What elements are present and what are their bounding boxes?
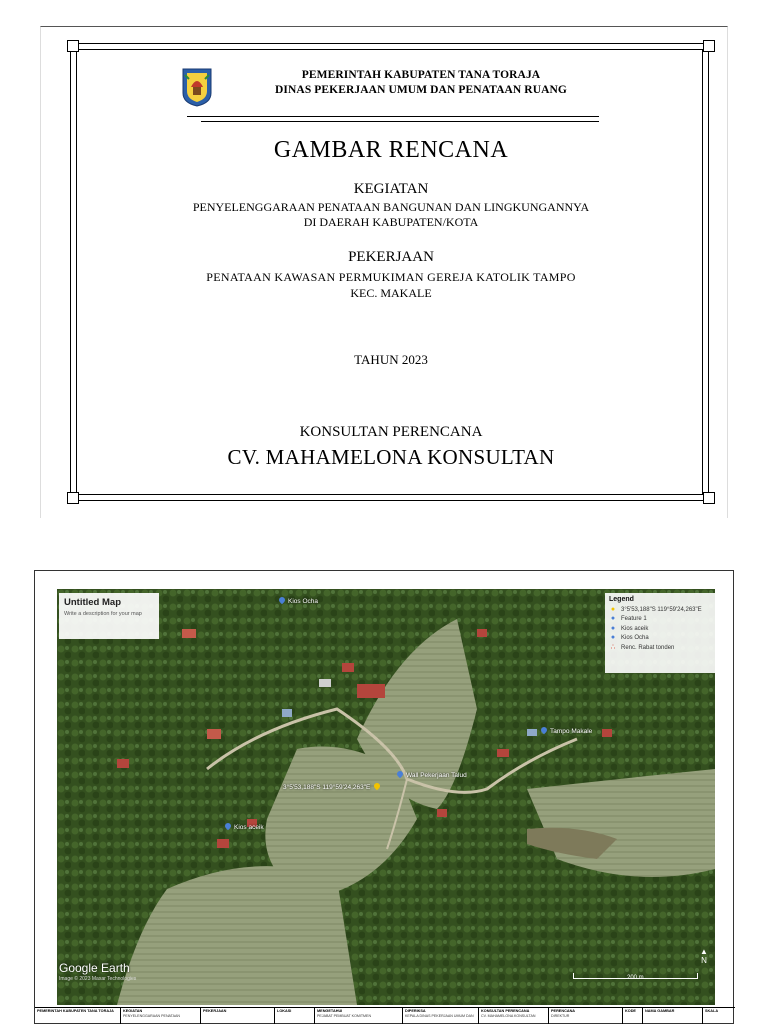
- title-block-cell: PERENCANA DIREKTUR: [549, 1008, 623, 1024]
- frame-corner: [703, 492, 715, 504]
- red-dots-icon: ∴: [610, 643, 616, 651]
- legend-item[interactable]: [609, 643, 715, 653]
- place-marker-tampo-makale[interactable]: Tampo Makale: [541, 727, 592, 735]
- kegiatan-line-2: DI DAERAH KABUPATEN/KOTA: [303, 215, 479, 229]
- gov-line-2: DINAS PEKERJAAN UMUM DAN PENATAAN RUANG: [275, 84, 567, 96]
- title-block-cell: LOKASI: [275, 1008, 315, 1024]
- title-block-cell: PEMERINTAH KABUPATEN TANA TORAJA: [35, 1008, 121, 1024]
- blue-pin-icon: ●: [610, 615, 616, 623]
- blue-pin-icon: [540, 726, 548, 734]
- document-title: GAMBAR RENCANA: [273, 137, 509, 163]
- title-block-cell: DIPERIKSA KEPALA DINAS PEKERJAAN UMUM DAN: [403, 1008, 479, 1024]
- legend-item-label: Feature 1: [621, 616, 647, 623]
- place-marker-coordinate[interactable]: 3°5'53,188"S 119°59'24,263"E: [283, 783, 383, 791]
- blue-pin-icon: [396, 770, 404, 778]
- frame-corner: [703, 40, 715, 52]
- imagery-credit: Image © 2023 Maxar Technologies: [59, 976, 137, 982]
- title-block-cell: SKALA: [705, 1009, 719, 1013]
- pekerjaan-label: PEKERJAAN: [348, 249, 434, 265]
- google-earth-logo: Google Earth: [59, 961, 130, 975]
- legend-title: Legend: [609, 596, 634, 603]
- pekerjaan-line-1: PENATAAN KAWASAN PERMUKIMAN GEREJA KATOLIK TAMPO: [206, 270, 576, 284]
- title-block-cell: KODE: [623, 1008, 643, 1024]
- header-divider: [187, 116, 599, 117]
- legend-item[interactable]: [609, 615, 715, 625]
- title-block-cell: PEKERJAAN: [201, 1008, 275, 1024]
- north-arrow-icon: ▲ N: [700, 947, 708, 965]
- regency-emblem-icon: [181, 67, 213, 107]
- map-info-card[interactable]: [59, 593, 159, 639]
- place-marker-kios-aceik[interactable]: Kios aceik: [225, 823, 264, 831]
- blue-pin-icon: ●: [610, 624, 616, 632]
- header-divider: [201, 121, 599, 122]
- place-marker-wall-pekerjaan[interactable]: Wall Pekerjaan Talud: [397, 771, 467, 779]
- scale-label: 200 m: [627, 975, 644, 981]
- title-block-cell: MENGETAHUI PEJABAT PEMBUAT KOMITMEN: [315, 1008, 403, 1024]
- map-title: Untitled Map: [64, 597, 121, 608]
- kegiatan-line-1: PENYELENGGARAAN PENATAAN BANGUNAN DAN LINGKUNGANNYA: [192, 200, 590, 214]
- legend-item[interactable]: [609, 624, 715, 634]
- yellow-pin-icon: [373, 782, 381, 790]
- legend-item-label: Kios aceik: [621, 625, 649, 632]
- legend-item[interactable]: [609, 605, 715, 615]
- blue-pin-icon: [224, 822, 232, 830]
- title-block: [35, 1007, 735, 1024]
- blue-pin-icon: ●: [610, 634, 616, 642]
- legend-item-label: 3°5'53,188"S 119°59'24,263"E: [621, 606, 702, 613]
- satellite-map[interactable]: [57, 589, 715, 1005]
- title-block-cell: KONSULTAN PERENCANA CV. MAHAMELONA KONSULTAN: [479, 1008, 549, 1024]
- pekerjaan-line-2: KEC. MAKALE: [350, 286, 432, 300]
- title-block-cell: KEGIATAN PENYELENGGARAAN PENATAAN: [121, 1008, 201, 1024]
- legend-item-label: Renc. Rabat tonden: [621, 644, 675, 651]
- map-description[interactable]: Write a description for your map: [64, 611, 142, 617]
- cover-page: [40, 26, 728, 518]
- frame-corner: [67, 40, 79, 52]
- frame-corner: [67, 492, 79, 504]
- place-marker-kios-ocha[interactable]: Kios Ocha: [279, 597, 318, 605]
- blue-pin-icon: [278, 596, 286, 604]
- legend-item[interactable]: [609, 634, 715, 644]
- yellow-pin-icon: ●: [610, 605, 616, 613]
- konsultan-name: CV. MAHAMELONA KONSULTAN: [227, 445, 555, 469]
- kegiatan-label: KEGIATAN: [353, 181, 429, 197]
- gov-line-1: PEMERINTAH KABUPATEN TANA TORAJA: [301, 69, 541, 81]
- map-legend: [605, 593, 715, 673]
- year-text: TAHUN 2023: [354, 352, 428, 367]
- legend-item-label: Kios Ocha: [621, 635, 649, 642]
- map-sheet: [34, 570, 734, 1024]
- title-block-cell: NAMA GAMBAR: [643, 1008, 703, 1024]
- konsultan-label: KONSULTAN PERENCANA: [299, 424, 483, 440]
